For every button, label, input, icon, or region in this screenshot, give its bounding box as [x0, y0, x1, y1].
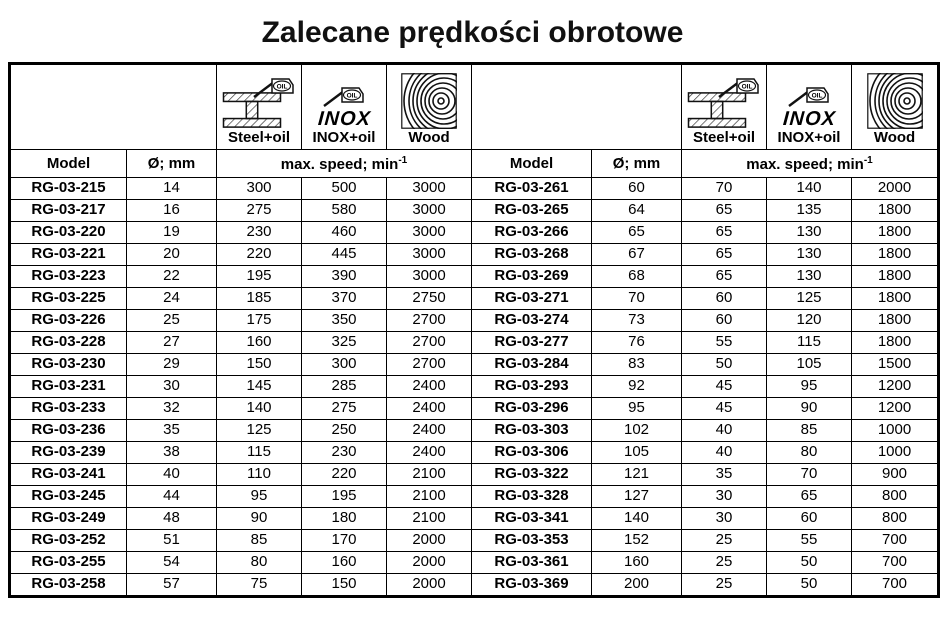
steel-oil-icon — [684, 73, 764, 129]
model-header: Model — [10, 150, 127, 178]
value-cell: 150 — [217, 354, 302, 376]
value-cell: 300 — [302, 354, 387, 376]
model-cell: RG-03-221 — [10, 244, 127, 266]
value-cell: 24 — [127, 288, 217, 310]
value-cell: 500 — [302, 178, 387, 200]
value-cell: 390 — [302, 266, 387, 288]
value-cell: 65 — [592, 222, 682, 244]
max-speed-label: max. speed; min — [280, 155, 399, 173]
inox-oil-label: INOX+oil — [312, 128, 376, 146]
value-cell: 65 — [682, 244, 767, 266]
value-cell: 2100 — [387, 508, 472, 530]
model-cell: RG-03-223 — [10, 266, 127, 288]
value-cell: 2100 — [387, 486, 472, 508]
value-cell: 130 — [767, 244, 852, 266]
value-cell: 73 — [592, 310, 682, 332]
value-cell: 50 — [767, 552, 852, 574]
model-cell: RG-03-369 — [472, 574, 592, 597]
value-cell: 51 — [127, 530, 217, 552]
value-cell: 55 — [767, 530, 852, 552]
value-cell: 700 — [852, 574, 939, 597]
value-cell: 20 — [127, 244, 217, 266]
column-header-row — [10, 150, 939, 178]
blank-cell — [472, 64, 682, 150]
value-cell: 29 — [127, 354, 217, 376]
value-cell: 275 — [302, 398, 387, 420]
wood-label: Wood — [873, 128, 916, 146]
value-cell: 65 — [682, 266, 767, 288]
value-cell: 145 — [217, 376, 302, 398]
value-cell: 2000 — [852, 178, 939, 200]
value-cell: 3000 — [387, 178, 472, 200]
value-cell: 275 — [217, 200, 302, 222]
value-cell: 70 — [592, 288, 682, 310]
value-cell: 83 — [592, 354, 682, 376]
page-title: Zalecane prędkości obrotowe — [261, 16, 684, 49]
value-cell: 55 — [682, 332, 767, 354]
value-cell: 90 — [217, 508, 302, 530]
table-row — [10, 552, 939, 574]
model-cell: RG-03-233 — [10, 398, 127, 420]
value-cell: 200 — [592, 574, 682, 597]
model-cell: RG-03-236 — [10, 420, 127, 442]
value-cell: 160 — [592, 552, 682, 574]
blank-cell — [10, 64, 217, 150]
value-cell: 2000 — [387, 552, 472, 574]
table-row — [10, 442, 939, 464]
value-cell: 2000 — [387, 574, 472, 597]
value-cell: 50 — [682, 354, 767, 376]
value-cell: 75 — [217, 574, 302, 597]
model-cell: RG-03-265 — [472, 200, 592, 222]
oil-can-icon — [784, 81, 834, 109]
value-cell: 25 — [682, 530, 767, 552]
value-cell: 285 — [302, 376, 387, 398]
value-cell: 16 — [127, 200, 217, 222]
value-cell: 2400 — [387, 398, 472, 420]
value-cell: 800 — [852, 508, 939, 530]
steel-oil-header-left — [217, 64, 302, 150]
value-cell: 76 — [592, 332, 682, 354]
model-header: Model — [472, 150, 592, 178]
model-cell: RG-03-269 — [472, 266, 592, 288]
value-cell: 45 — [682, 398, 767, 420]
icon-header-row — [10, 64, 939, 150]
value-cell: 19 — [127, 222, 217, 244]
value-cell: 1800 — [852, 244, 939, 266]
steel-oil-icon — [219, 73, 299, 129]
value-cell: 105 — [767, 354, 852, 376]
value-cell: 370 — [302, 288, 387, 310]
value-cell: 130 — [767, 266, 852, 288]
table-row — [10, 530, 939, 552]
value-cell: 1500 — [852, 354, 939, 376]
model-cell: RG-03-245 — [10, 486, 127, 508]
value-cell: 40 — [127, 464, 217, 486]
value-cell: 2700 — [387, 354, 472, 376]
value-cell: 80 — [217, 552, 302, 574]
value-cell: 2400 — [387, 442, 472, 464]
model-cell: RG-03-249 — [10, 508, 127, 530]
value-cell: 95 — [767, 376, 852, 398]
value-cell: 85 — [767, 420, 852, 442]
value-cell: 230 — [302, 442, 387, 464]
value-cell: 32 — [127, 398, 217, 420]
model-cell: RG-03-322 — [472, 464, 592, 486]
model-cell: RG-03-361 — [472, 552, 592, 574]
max-speed-header — [217, 150, 472, 178]
inox-logo: INOX — [316, 107, 372, 130]
value-cell: 115 — [767, 332, 852, 354]
value-cell: 64 — [592, 200, 682, 222]
model-cell: RG-03-228 — [10, 332, 127, 354]
value-cell: 1800 — [852, 222, 939, 244]
value-cell: 2000 — [387, 530, 472, 552]
value-cell: 80 — [767, 442, 852, 464]
value-cell: 1000 — [852, 442, 939, 464]
inox-oil-label: INOX+oil — [777, 128, 841, 146]
model-cell: RG-03-217 — [10, 200, 127, 222]
value-cell: 90 — [767, 398, 852, 420]
value-cell: 35 — [127, 420, 217, 442]
value-cell: 22 — [127, 266, 217, 288]
value-cell: 2100 — [387, 464, 472, 486]
value-cell: 1800 — [852, 288, 939, 310]
model-cell: RG-03-225 — [10, 288, 127, 310]
value-cell: 60 — [767, 508, 852, 530]
max-speed-label: max. speed; min — [746, 155, 864, 173]
value-cell: 102 — [592, 420, 682, 442]
model-cell: RG-03-231 — [10, 376, 127, 398]
model-cell: RG-03-284 — [472, 354, 592, 376]
model-cell: RG-03-353 — [472, 530, 592, 552]
value-cell: 2400 — [387, 376, 472, 398]
value-cell: 25 — [682, 574, 767, 597]
table-row — [10, 178, 939, 200]
value-cell: 152 — [592, 530, 682, 552]
model-cell: RG-03-261 — [472, 178, 592, 200]
value-cell: 57 — [127, 574, 217, 597]
value-cell: 220 — [217, 244, 302, 266]
model-cell: RG-03-258 — [10, 574, 127, 597]
model-cell: RG-03-241 — [10, 464, 127, 486]
value-cell: 44 — [127, 486, 217, 508]
inox-oil-header-right — [767, 64, 852, 150]
table-row — [10, 574, 939, 597]
value-cell: 60 — [592, 178, 682, 200]
value-cell: 1200 — [852, 376, 939, 398]
table-row — [10, 288, 939, 310]
model-cell: RG-03-296 — [472, 398, 592, 420]
value-cell: 60 — [682, 310, 767, 332]
model-cell: RG-03-303 — [472, 420, 592, 442]
wood-header-left — [387, 64, 472, 150]
table-row — [10, 376, 939, 398]
oil-can-icon — [319, 81, 369, 109]
value-cell: 30 — [682, 486, 767, 508]
value-cell: 3000 — [387, 266, 472, 288]
model-cell: RG-03-226 — [10, 310, 127, 332]
value-cell: 700 — [852, 552, 939, 574]
model-cell: RG-03-268 — [472, 244, 592, 266]
value-cell: 140 — [767, 178, 852, 200]
value-cell: 60 — [682, 288, 767, 310]
table-row — [10, 310, 939, 332]
value-cell: 35 — [682, 464, 767, 486]
table-body — [10, 178, 939, 597]
value-cell: 460 — [302, 222, 387, 244]
wood-grain-icon — [867, 73, 923, 129]
model-cell: RG-03-274 — [472, 310, 592, 332]
value-cell: 140 — [217, 398, 302, 420]
value-cell: 50 — [767, 574, 852, 597]
value-cell: 2700 — [387, 310, 472, 332]
value-cell: 325 — [302, 332, 387, 354]
diameter-header: Ø; mm — [127, 150, 217, 178]
model-cell: RG-03-230 — [10, 354, 127, 376]
model-cell: RG-03-266 — [472, 222, 592, 244]
value-cell: 54 — [127, 552, 217, 574]
value-cell: 120 — [767, 310, 852, 332]
value-cell: 195 — [217, 266, 302, 288]
value-cell: 70 — [682, 178, 767, 200]
diameter-header: Ø; mm — [592, 150, 682, 178]
value-cell: 3000 — [387, 244, 472, 266]
value-cell: 14 — [127, 178, 217, 200]
value-cell: 350 — [302, 310, 387, 332]
value-cell: 127 — [592, 486, 682, 508]
model-cell: RG-03-220 — [10, 222, 127, 244]
table-row — [10, 486, 939, 508]
value-cell: 580 — [302, 200, 387, 222]
table-row — [10, 332, 939, 354]
value-cell: 3000 — [387, 222, 472, 244]
value-cell: 95 — [592, 398, 682, 420]
table-row — [10, 200, 939, 222]
steel-oil-header-right — [682, 64, 767, 150]
value-cell: 3000 — [387, 200, 472, 222]
value-cell: 25 — [127, 310, 217, 332]
table-row — [10, 266, 939, 288]
value-cell: 45 — [682, 376, 767, 398]
value-cell: 67 — [592, 244, 682, 266]
value-cell: 1200 — [852, 398, 939, 420]
value-cell: 140 — [592, 508, 682, 530]
value-cell: 300 — [217, 178, 302, 200]
steel-oil-label: Steel+oil — [227, 128, 291, 146]
model-cell: RG-03-341 — [472, 508, 592, 530]
model-cell: RG-03-277 — [472, 332, 592, 354]
value-cell: 160 — [217, 332, 302, 354]
value-cell: 68 — [592, 266, 682, 288]
value-cell: 25 — [682, 552, 767, 574]
value-cell: 700 — [852, 530, 939, 552]
table-row — [10, 420, 939, 442]
table-row — [10, 398, 939, 420]
wood-grain-icon — [401, 73, 457, 129]
value-cell: 175 — [217, 310, 302, 332]
inox-logo: INOX — [781, 107, 837, 130]
value-cell: 40 — [682, 420, 767, 442]
value-cell: 2700 — [387, 332, 472, 354]
value-cell: 40 — [682, 442, 767, 464]
speed-table — [8, 62, 940, 598]
value-cell: 85 — [217, 530, 302, 552]
value-cell: 1800 — [852, 310, 939, 332]
model-cell: RG-03-271 — [472, 288, 592, 310]
value-cell: 180 — [302, 508, 387, 530]
value-cell: 170 — [302, 530, 387, 552]
steel-oil-label: Steel+oil — [692, 128, 756, 146]
wood-label: Wood — [408, 128, 450, 146]
value-cell: 125 — [217, 420, 302, 442]
value-cell: 130 — [767, 222, 852, 244]
model-cell: RG-03-255 — [10, 552, 127, 574]
wood-header-right — [852, 64, 939, 150]
value-cell: 115 — [217, 442, 302, 464]
value-cell: 900 — [852, 464, 939, 486]
model-cell: RG-03-306 — [472, 442, 592, 464]
value-cell: 30 — [127, 376, 217, 398]
value-cell: 135 — [767, 200, 852, 222]
model-cell: RG-03-215 — [10, 178, 127, 200]
value-cell: 220 — [302, 464, 387, 486]
table-row — [10, 354, 939, 376]
table-row — [10, 508, 939, 530]
max-speed-header — [682, 150, 939, 178]
model-cell: RG-03-252 — [10, 530, 127, 552]
table-row — [10, 464, 939, 486]
value-cell: 445 — [302, 244, 387, 266]
value-cell: 65 — [682, 222, 767, 244]
value-cell: 70 — [767, 464, 852, 486]
value-cell: 800 — [852, 486, 939, 508]
value-cell: 195 — [302, 486, 387, 508]
value-cell: 1800 — [852, 200, 939, 222]
value-cell: 27 — [127, 332, 217, 354]
value-cell: 65 — [682, 200, 767, 222]
value-cell: 92 — [592, 376, 682, 398]
max-speed-sup: -1 — [863, 154, 873, 166]
value-cell: 38 — [127, 442, 217, 464]
value-cell: 121 — [592, 464, 682, 486]
value-cell: 30 — [682, 508, 767, 530]
value-cell: 125 — [767, 288, 852, 310]
value-cell: 65 — [767, 486, 852, 508]
value-cell: 95 — [217, 486, 302, 508]
value-cell: 150 — [302, 574, 387, 597]
value-cell: 230 — [217, 222, 302, 244]
value-cell: 110 — [217, 464, 302, 486]
value-cell: 1800 — [852, 266, 939, 288]
value-cell: 250 — [302, 420, 387, 442]
model-cell: RG-03-239 — [10, 442, 127, 464]
value-cell: 1800 — [852, 332, 939, 354]
value-cell: 1000 — [852, 420, 939, 442]
value-cell: 105 — [592, 442, 682, 464]
value-cell: 160 — [302, 552, 387, 574]
value-cell: 185 — [217, 288, 302, 310]
table-row — [10, 222, 939, 244]
max-speed-sup: -1 — [398, 154, 408, 166]
table-row — [10, 244, 939, 266]
inox-oil-header-left — [302, 64, 387, 150]
model-cell: RG-03-293 — [472, 376, 592, 398]
model-cell: RG-03-328 — [472, 486, 592, 508]
value-cell: 2400 — [387, 420, 472, 442]
value-cell: 2750 — [387, 288, 472, 310]
value-cell: 48 — [127, 508, 217, 530]
